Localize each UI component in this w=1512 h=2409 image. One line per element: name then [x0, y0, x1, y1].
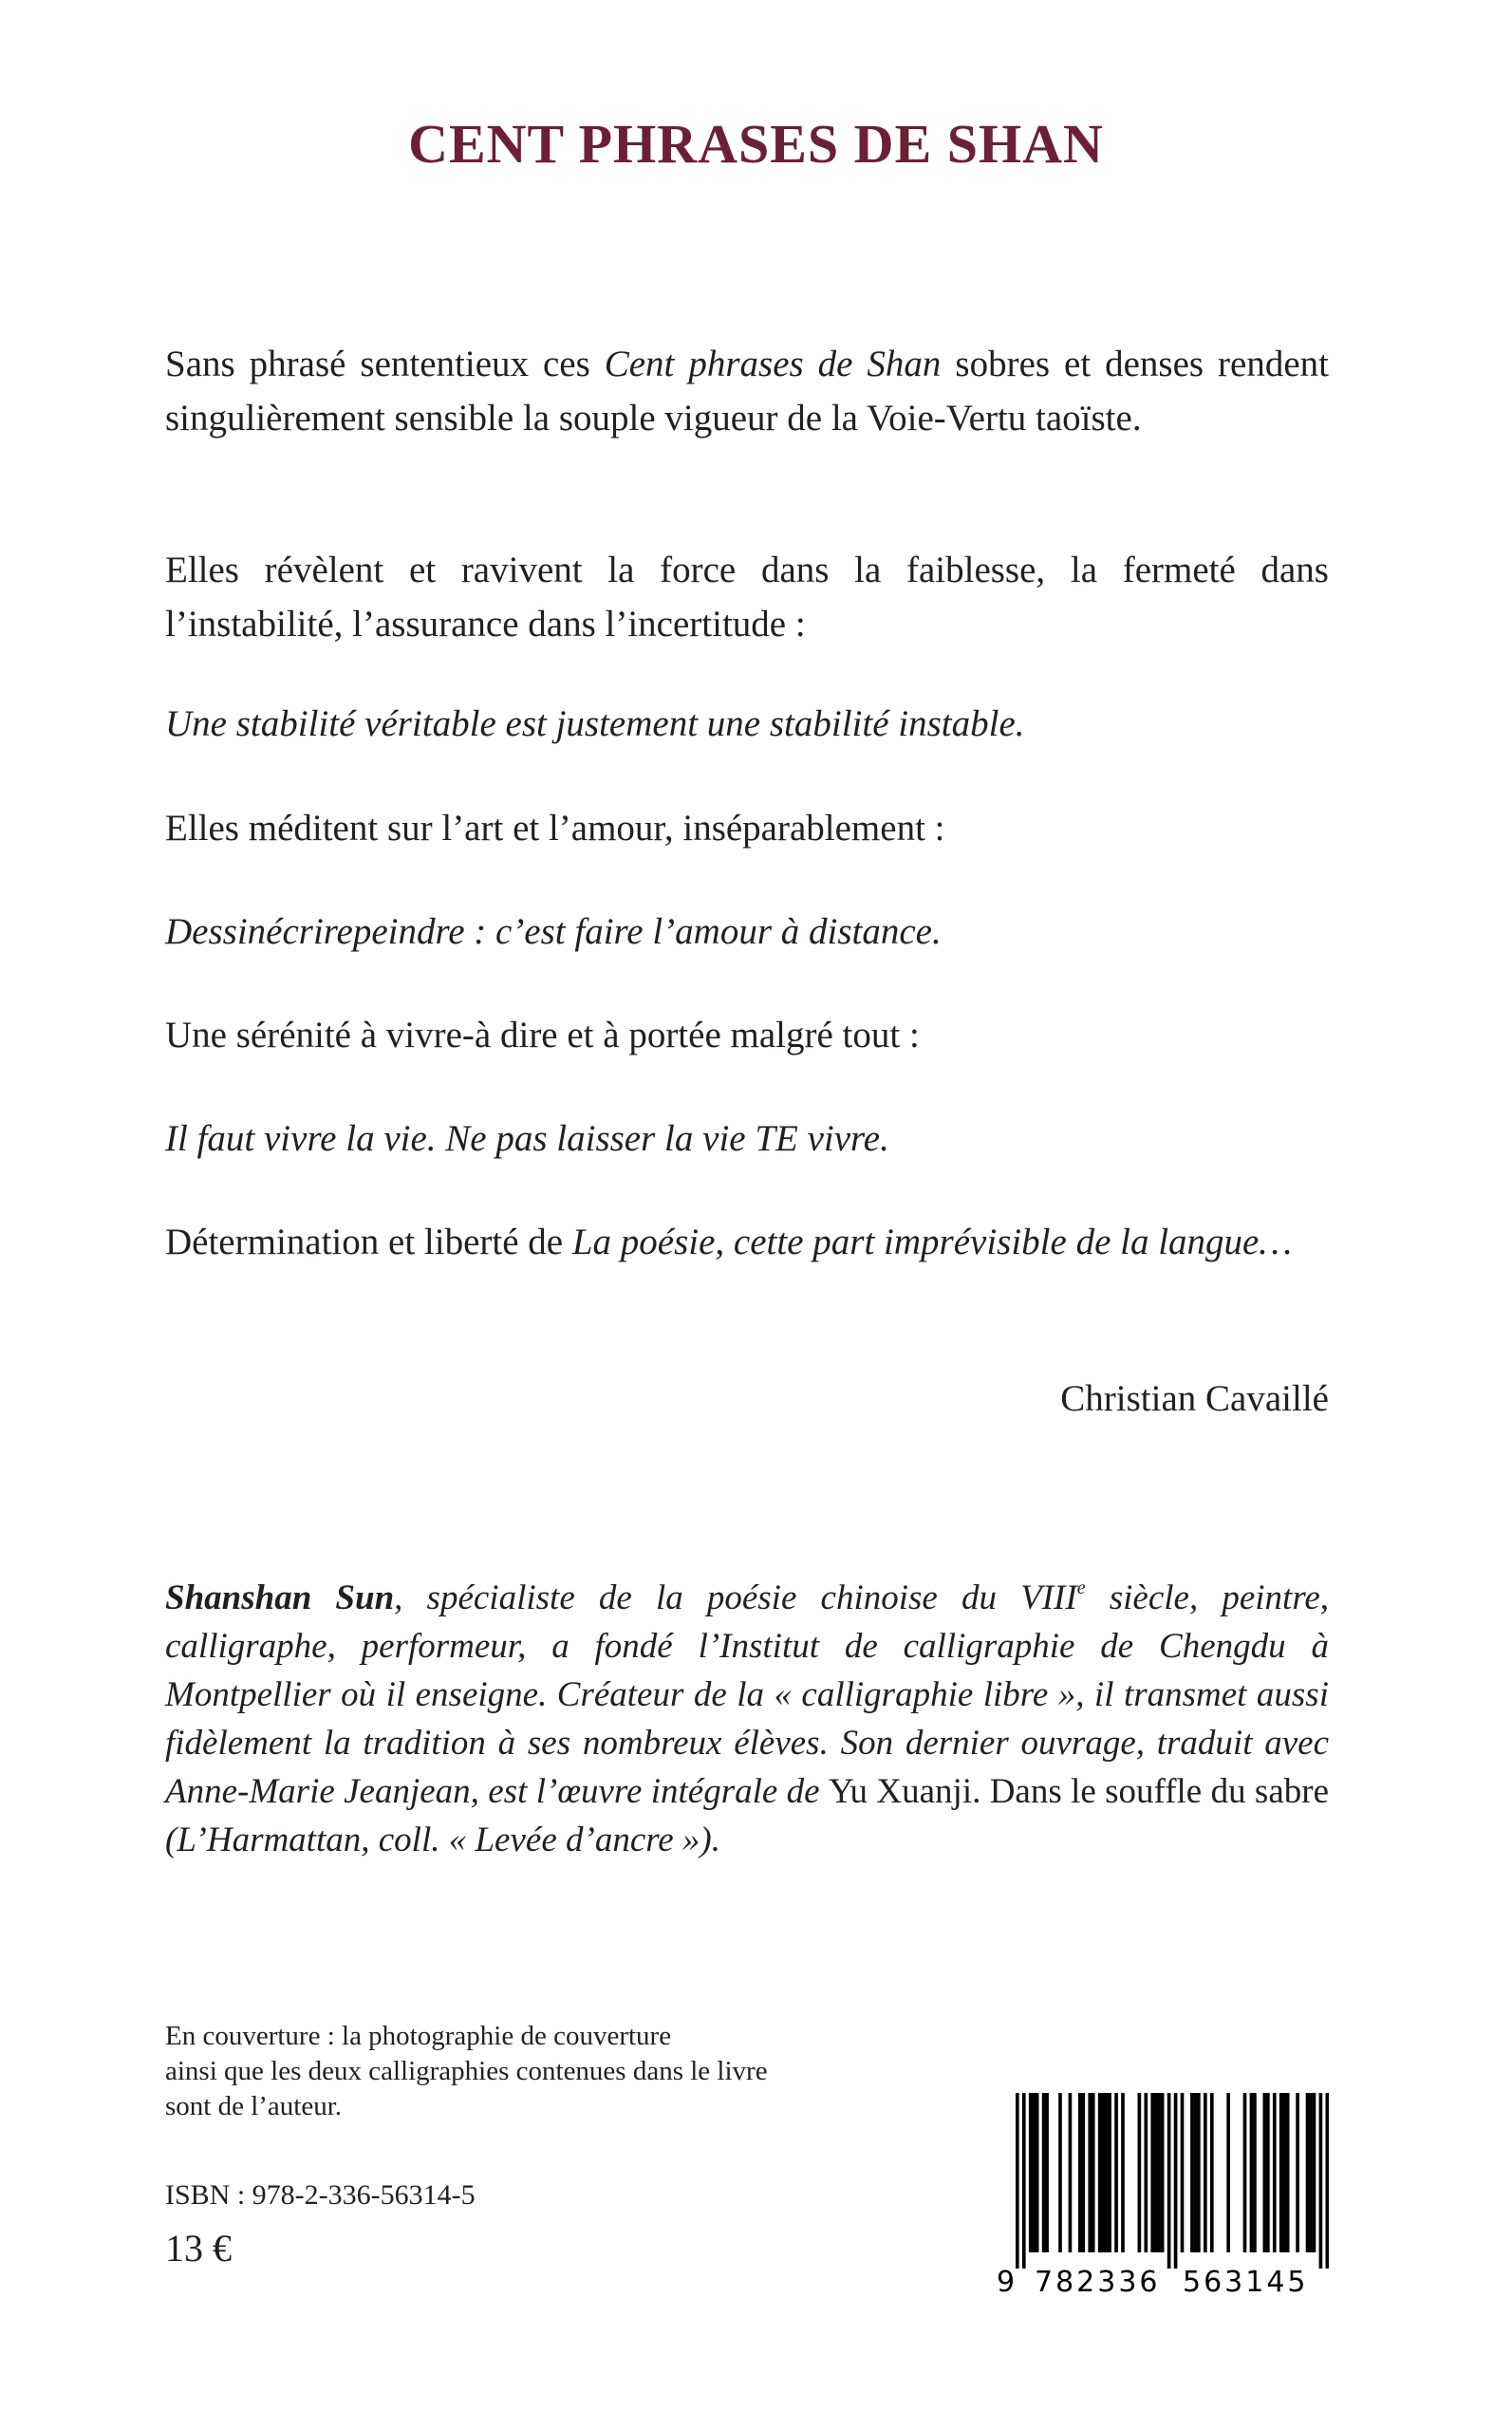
barcode-bar [1114, 2093, 1118, 2252]
barcode-bar [1194, 2093, 1198, 2252]
barcode-bar [1154, 2093, 1158, 2252]
intro-text: Détermination et liberté de [165, 1222, 572, 1262]
intro-text: Sans phrasé sententieux ces [165, 344, 605, 384]
barcode-bar [1296, 2093, 1299, 2252]
barcode-bar [1138, 2093, 1142, 2252]
barcode-digits-right: 563145 [1183, 2266, 1309, 2299]
barcode-bar [1167, 2093, 1171, 2269]
credit-line: ainsi que les deux calligraphies contenues dans le livre [165, 2056, 768, 2086]
barcode-bar [1108, 2093, 1111, 2252]
barcode [997, 2093, 1329, 2299]
barcode-digit-first: 9 [997, 2266, 1018, 2299]
signature: Christian Cavaillé [1060, 1378, 1329, 1419]
barcode-bar [1022, 2093, 1026, 2269]
barcode-bar [1101, 2093, 1105, 2252]
barcode-bar [1266, 2093, 1270, 2252]
intro-paragraph-3: Elles méditent sur l’art et l’amour, inséparablement : [165, 808, 945, 849]
quote-2: Dessinécrirepeindre : c’est faire l’amour à distance. [165, 911, 942, 952]
barcode-bar [1190, 2093, 1194, 2252]
barcode-bar [1181, 2093, 1185, 2252]
credit-line: sont de l’auteur. [165, 2091, 343, 2121]
barcode-bar [1279, 2093, 1283, 2252]
barcode-bar [1161, 2093, 1165, 2252]
book-title: CENT PHRASES DE SHAN [408, 113, 1104, 175]
barcode-bar [1226, 2093, 1230, 2252]
bio-publisher: (L’Harmattan, coll. « Levée d’ancre »). [165, 1821, 721, 1859]
barcode-bar [1042, 2093, 1046, 2252]
barcode-bar [1326, 2093, 1329, 2269]
barcode-digits-left: 782336 [1035, 2266, 1161, 2299]
barcode-bar [1197, 2093, 1201, 2252]
intro-italic: La poésie, cette part imprévisible de la langue… [571, 1222, 1293, 1262]
barcode-bar [1319, 2093, 1323, 2269]
cover-credit [165, 2019, 887, 2124]
barcode-bar [1210, 2093, 1214, 2252]
intro-paragraph-2 [165, 543, 1329, 651]
bio-superscript: e [1076, 1578, 1086, 1598]
barcode-bar [1045, 2093, 1049, 2252]
isbn: ISBN : 978-2-336-56314-5 [165, 2179, 476, 2211]
barcode-bar [1092, 2093, 1095, 2252]
author-bio [165, 1574, 1329, 1864]
barcode-bar [1174, 2093, 1178, 2269]
intro-text: sobres et denses rendent singulièrement sensible la souple vigueur de la Voie-Vertu taoïste. [165, 344, 1330, 439]
intro-text: Elles révèlent et ravivent la force dans la faiblesse, la fermeté dans l’instabilité, l’assurance dans l’incertitude : [165, 550, 1329, 644]
barcode-bar [1058, 2093, 1062, 2252]
intro-paragraph-4: Une sérénité à vivre-à dire et à portée malgré tout : [165, 1015, 920, 1055]
barcode-bar [1253, 2093, 1257, 2252]
barcode-bar [1309, 2093, 1313, 2252]
barcode-bar [1243, 2093, 1247, 2252]
author-name: Shanshan Sun [165, 1578, 395, 1617]
barcode-bar [1250, 2093, 1254, 2252]
barcode-bar [1263, 2093, 1267, 2252]
book-title-inline: Cent phrases de Shan [604, 344, 942, 384]
barcode-bar [1029, 2093, 1033, 2252]
credit-line: En couverture : la photographie de couverture [165, 2021, 672, 2051]
barcode-bar [1273, 2093, 1277, 2252]
barcode-bar [1144, 2093, 1148, 2252]
barcode-bar [1016, 2093, 1019, 2269]
barcode-bars [1016, 2093, 1329, 2269]
barcode-bar [1069, 2093, 1073, 2252]
barcode-bar [1204, 2093, 1207, 2252]
barcode-bar [1313, 2093, 1316, 2252]
intro-paragraph-5 [165, 1215, 1329, 1269]
barcode-bar [1150, 2093, 1154, 2252]
intro-paragraph-1 [165, 337, 1329, 445]
barcode-bar [1121, 2093, 1125, 2252]
barcode-bar [1036, 2093, 1039, 2252]
barcode-bar [1078, 2093, 1082, 2252]
barcode-bar [1157, 2093, 1161, 2252]
price: 13 € [165, 2227, 232, 2269]
bio-book-title: Yu Xuanji. Dans le souffle du sabre [828, 1772, 1329, 1811]
bio-text: siècle, peintre, calligraphe, performeur, a fondé l’Institut de calligraphie de Chengdu à Montpellier où il enseigne. Créateur de la « calligraphie libre », il transmet aussi fidèlement la tradition à ses nombreux élèves. Son dernier ouvrage, traduit avec Anne-Marie Jeanjean, est l’œuvre intégrale de [165, 1578, 1330, 1811]
barcode-bar [1282, 2093, 1286, 2252]
barcode-bar [1286, 2093, 1290, 2252]
quote-1: Une stabilité véritable est justement une stabilité instable. [165, 703, 1025, 744]
bio-text: , spécialiste de la poésie chinoise du VIII [394, 1578, 1077, 1617]
barcode-bar [1306, 2093, 1310, 2252]
barcode-bar [1105, 2093, 1109, 2252]
barcode-bar [1032, 2093, 1036, 2252]
quote-3: Il faut vivre la vie. Ne pas laisser la vie TE vivre. [165, 1118, 889, 1159]
barcode-bar [1098, 2093, 1102, 2252]
barcode-bar [1088, 2093, 1092, 2252]
barcode-bar [1081, 2093, 1085, 2252]
